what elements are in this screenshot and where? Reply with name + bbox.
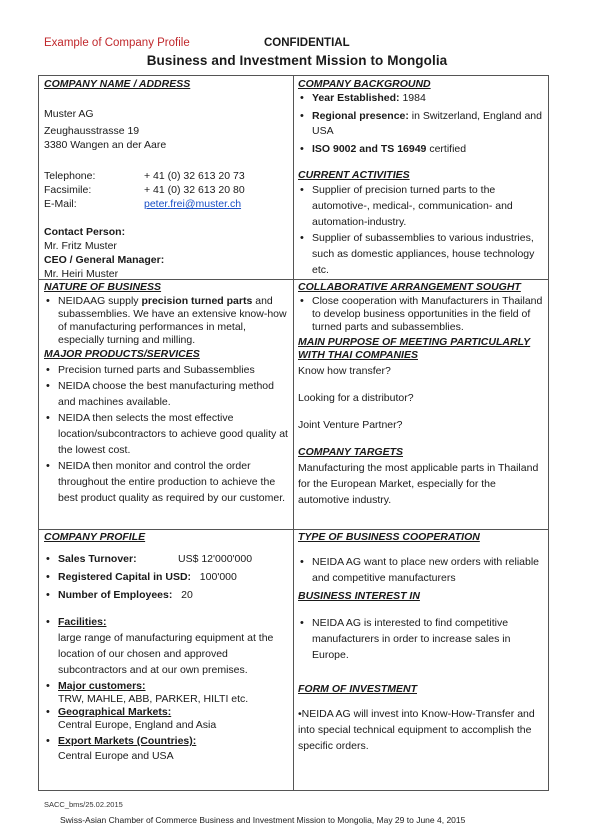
- list-item: • ISO 9002 and TS 16949 certified: [298, 142, 542, 157]
- city: 3380 Wangen an der Aare: [44, 139, 167, 151]
- section-heading: COMPANY PROFILE: [44, 531, 146, 543]
- section-heading: CURRENT ACTIVITIES: [298, 169, 410, 181]
- list-item: • Major customers: TRW, MAHLE, ABB, PARKER, HILTI etc.: [44, 680, 289, 706]
- contact-person: Mr. Fritz Muster: [44, 240, 117, 252]
- section-heading: COMPANY BACKGROUND: [298, 78, 431, 90]
- company-address-cell: [44, 78, 289, 281]
- telephone: + 41 (0) 32 613 20 73: [144, 170, 245, 182]
- footer-line: Swiss-Asian Chamber of Commerce Business and Investment Mission to Mongolia, May 29 to June 4, 2015: [60, 815, 466, 825]
- section-heading: TYPE OF BUSINESS COOPERATION: [298, 531, 480, 543]
- footer-code: SACC_bms/25.02.2015: [44, 800, 123, 809]
- list-item: • NEIDA then selects the most effective location/subcontractors to achieve good quality at the lowest cost.: [44, 410, 289, 458]
- list-item: • Supplier of precision turned parts to the automotive-, medical-, communication- and automation-industry.: [298, 182, 542, 230]
- list-item: • Geographical Markets: Central Europe, England and Asia: [44, 706, 289, 732]
- purpose-q2: Looking for a distributor?: [298, 392, 414, 404]
- list-item: • Sales Turnover: US$ 12'000'000: [44, 550, 289, 568]
- section-heading: COMPANY TARGETS: [298, 446, 404, 458]
- company-name: Muster AG: [44, 108, 94, 120]
- list-item: • Number of Employees: 20: [44, 586, 289, 604]
- list-item: • NEIDA then monitor and control the order throughout the entire production to achieve the best product quality as required by our customer.: [44, 458, 289, 506]
- list-item: • NEIDA AG want to place new orders with reliable and competitive manufacturers: [298, 554, 543, 586]
- row-divider: [39, 529, 548, 530]
- list-item: • Regional presence: in Switzerland, England and USA: [298, 109, 542, 139]
- list-item: • Export Markets (Countries): Central Europe and USA: [44, 734, 289, 764]
- section-heading: COLLABORATIVE ARRANGEMENT SOUGHT: [298, 281, 521, 293]
- ceo-name: Mr. Heiri Muster: [44, 268, 119, 280]
- telephone-row: Telephone: + 41 (0) 32 613 20 73: [44, 170, 245, 182]
- background-cell: [298, 78, 542, 278]
- targets-text: Manufacturing the most applicable parts in Thailand for the European Market, especially for the automotive industry.: [298, 462, 539, 506]
- list-item: • Supplier of subassemblies to various industries, such as domestic appliances, house technology etc.: [298, 230, 542, 278]
- section-heading: MAIN PURPOSE OF MEETING PARTICULARLY WITH THAI COMPANIES: [298, 336, 531, 361]
- profile-cell: [44, 531, 289, 764]
- list-item: • Registered Capital in USD: 100'000: [44, 568, 289, 586]
- profile-table: [38, 75, 549, 791]
- list-item: • NEIDAAG supply precision turned parts and subassemblies. We have an extensive know-how of manufacturing performances in metal, especially turning and milling.: [44, 295, 289, 347]
- cooperation-cell: [298, 531, 543, 754]
- list-item: • NEIDA AG is interested to find competitive manufacturers in order to increase sales in Europe.: [298, 615, 543, 663]
- section-heading: COMPANY NAME / ADDRESS: [44, 78, 191, 90]
- ceo-label: CEO / General Manager:: [44, 254, 165, 266]
- purpose-q3: Joint Venture Partner?: [298, 419, 403, 431]
- email-link[interactable]: peter.frei@muster.ch: [144, 198, 242, 210]
- section-heading: NATURE OF BUSINESS: [44, 281, 162, 293]
- street: Zeughausstrasse 19: [44, 125, 140, 137]
- section-heading: FORM OF INVESTMENT: [298, 683, 417, 695]
- nature-cell: [44, 281, 289, 506]
- list-item: • Precision turned parts and Subassemblies: [44, 362, 289, 378]
- page-title: Business and Investment Mission to Mongolia: [146, 53, 448, 68]
- contact-label: Contact Person:: [44, 226, 126, 238]
- purpose-q1: Know how transfer?: [298, 365, 391, 377]
- list-item: • Year Established: 1984: [298, 91, 542, 106]
- collab-cell: [298, 281, 543, 508]
- list-item: • Close cooperation with Manufacturers in Thailand to develop business opportunities in the field of turned parts and subassemblies.: [298, 295, 543, 334]
- column-divider: [293, 76, 294, 790]
- fax: + 41 (0) 32 613 20 80: [144, 184, 245, 196]
- email-row: E-Mail: peter.frei@muster.ch: [44, 198, 242, 210]
- list-item: • Facilities: large range of manufacturing equipment at the location of our chosen and approved subcontractors and at our own premises.: [44, 614, 289, 678]
- list-item: • NEIDA choose the best manufacturing method and machines available.: [44, 378, 289, 410]
- fax-row: Facsimile: + 41 (0) 32 613 20 80: [44, 184, 245, 196]
- section-heading: BUSINESS INTEREST IN: [298, 590, 420, 602]
- example-label: Example of Company Profile: [44, 37, 190, 49]
- investment-text: •NEIDA AG will invest into Know-How-Transfer and into special technical equipment to accomplish the specific orders.: [298, 708, 535, 752]
- confidential-label: CONFIDENTIAL: [264, 37, 350, 49]
- section-heading: MAJOR PRODUCTS/SERVICES: [44, 348, 200, 360]
